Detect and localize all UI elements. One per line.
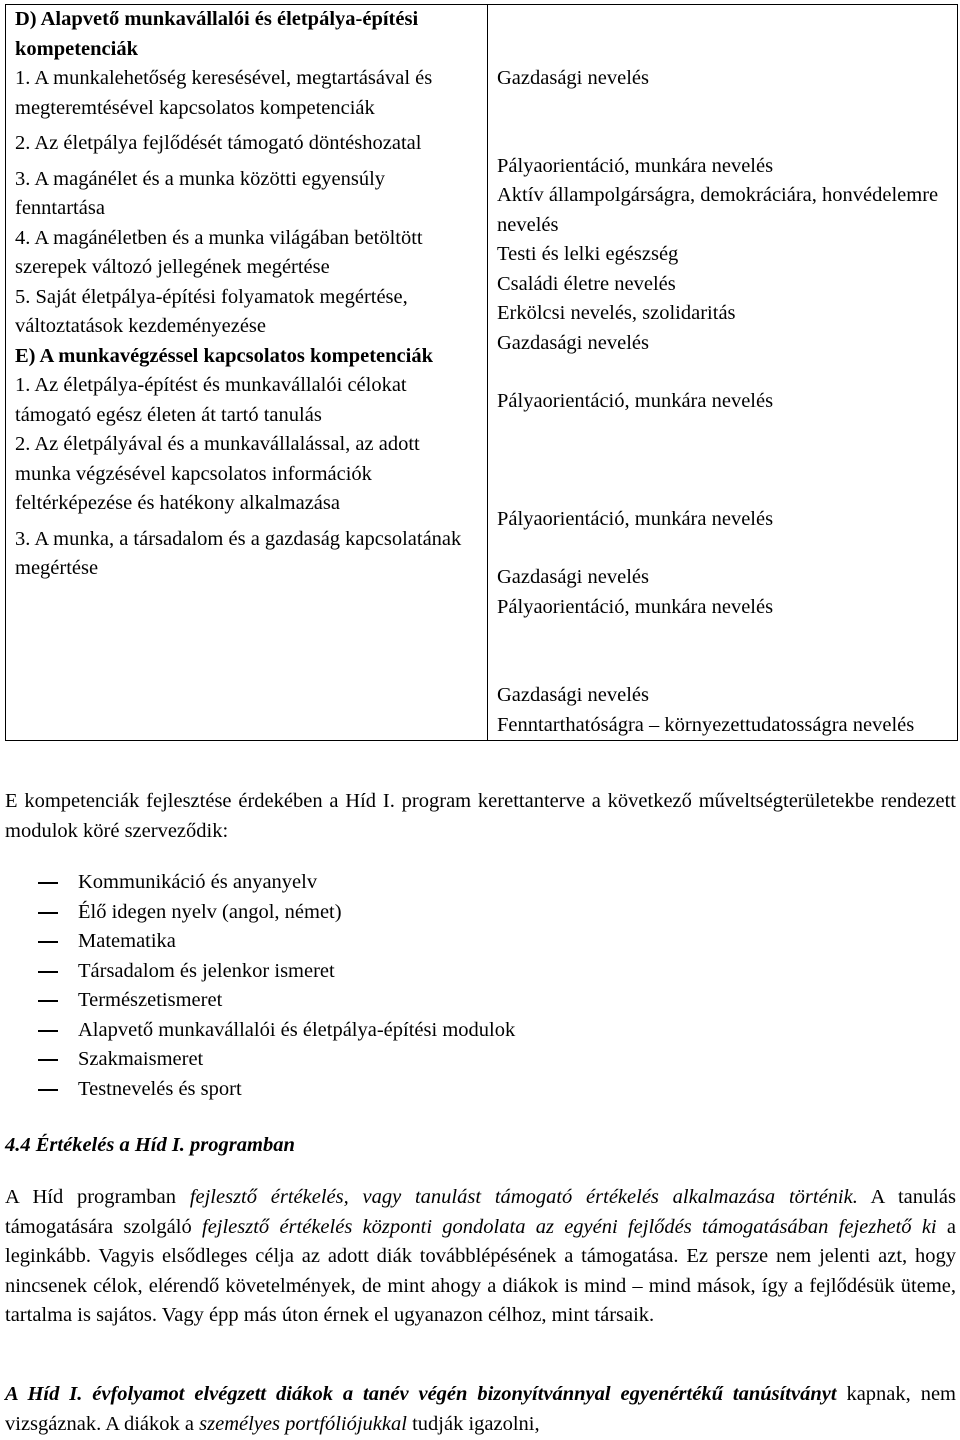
area-e2b: Pályaorientáció, munkára nevelés [497, 595, 774, 618]
competency-d2: 2. Az életpálya fejlődését támogató döntéshozatal [15, 132, 422, 154]
dash-bullet-icon [38, 912, 58, 914]
competency-e1: 1. Az életpálya-építést és munkavállalói célokat támogató egész életen át tartó tanulás [15, 374, 407, 426]
area-e3b: Fenntarthatóságra – környezettudatosságra nevelés [497, 713, 915, 736]
table-row [6, 5, 958, 741]
area-e3a: Gazdasági nevelés [497, 684, 649, 706]
area-d1: Gazdasági nevelés [497, 67, 649, 89]
area-e2a: Gazdasági nevelés [497, 566, 649, 588]
list-item: Testnevelés és sport [38, 1075, 515, 1105]
dash-bullet-icon [38, 882, 58, 884]
area-d2b: Aktív állampolgárságra, demokráciára, honvédelemre nevelés [497, 184, 939, 236]
dash-bullet-icon [38, 1059, 58, 1061]
dash-bullet-icon [38, 941, 58, 943]
dash-bullet-icon [38, 971, 58, 973]
competency-cell [6, 5, 488, 741]
list-item: Szakmaismeret [38, 1045, 515, 1075]
area-d4b: Gazdasági nevelés [497, 331, 649, 354]
section-e-title: E) A munkavégzéssel kapcsolatos kompetenciák [15, 344, 433, 367]
evaluation-paragraph: A Híd programban fejlesztő értékelés, vagy tanulást támogató értékelés alkalmazása történik. A tanulás támogatására szolgáló fejlesztő értékelés központi gondolata az egyéni fejlődés támogatásában fejezhető ki a leginkább. Vagyis elsődleges célja az adott diák továbblépésének a támogatása. Ez persze nem jelenti azt, hogy nincsenek célok, elérendő követelmények, de mint ahogy a diákok is mind – mind mások, így a fejlődésük üteme, tartalma is sajátos. Vagy épp más úton érnek el ugyanazon célhoz, mint társaik. [5, 1186, 957, 1326]
competency-d5: 5. Saját életpálya-építési folyamatok megértése, változtatások kezdeményezése [15, 285, 408, 337]
intro-paragraph: E kompetenciák fejlesztése érdekében a Híd I. program kerettanterve a következő műveltségterületekbe rendezett modulok köré szerveződik: [5, 790, 956, 842]
area-d3b: Családi életre nevelés [497, 272, 676, 295]
list-item: Társadalom és jelenkor ismeret [38, 957, 515, 987]
area-d2a: Pályaorientáció, munkára nevelés [497, 154, 774, 177]
education-area-cell [488, 5, 958, 741]
dash-bullet-icon [38, 1000, 58, 1002]
list-item: Kommunikáció és anyanyelv [38, 868, 515, 898]
certificate-paragraph: A Híd I. évfolyamot elvégzett diákok a tanév végén bizonyítvánnyal egyenértékű tanúsítványt kapnak, nem vizsgáznak. A diákok a személyes portfóliójukkal tudják igazolni, [5, 1383, 956, 1435]
list-item: Alapvető munkavállalói és életpálya-építési modulok [38, 1016, 515, 1046]
competency-e2: 2. Az életpályával és a munkavállalással, az adott munka végzésével kapcsolatos információk feltérképezése és hatékony alkalmazása [15, 433, 420, 514]
competency-e3: 3. A munka, a társadalom és a gazdaság kapcsolatának megértése [15, 527, 462, 579]
dash-bullet-icon [38, 1030, 58, 1032]
list-item: Élő idegen nyelv (angol, német) [38, 898, 515, 928]
competency-d1: 1. A munkalehetőség keresésével, megtartásával és megteremtésével kapcsolatos kompetenciák [15, 67, 433, 119]
competency-table [5, 4, 958, 741]
section-heading: 4.4 Értékelés a Híd I. programban [5, 1134, 295, 1156]
dash-bullet-icon [38, 1089, 58, 1091]
competency-d4: 4. A magánéletben és a munka világában betöltött szerepek változó jellegének megértése [15, 226, 423, 278]
area-d5: Pályaorientáció, munkára nevelés [497, 390, 774, 412]
list-item: Matematika [38, 927, 515, 957]
competency-d3: 3. A magánélet és a munka közötti egyensúly fenntartása [15, 167, 386, 219]
area-d3a: Testi és lelki egészség [497, 243, 679, 265]
module-list [38, 868, 515, 1104]
area-d4a: Erkölcsi nevelés, szolidaritás [497, 302, 736, 324]
area-e1: Pályaorientáció, munkára nevelés [497, 507, 774, 530]
list-item: Természetismeret [38, 986, 515, 1016]
section-d-title: D) Alapvető munkavállalói és életpálya-építési kompetenciák [15, 8, 419, 60]
